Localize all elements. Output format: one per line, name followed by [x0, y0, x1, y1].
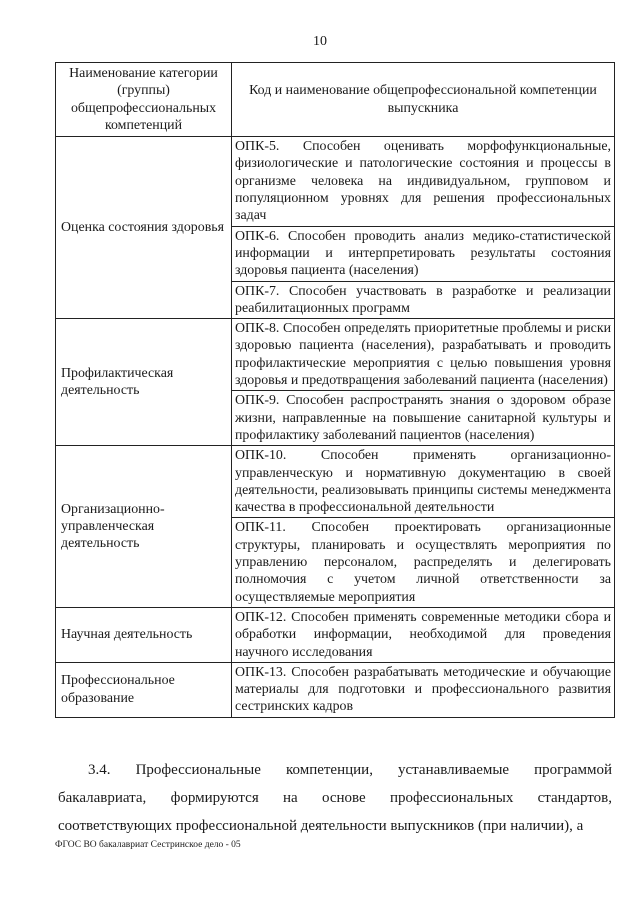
competence-cell: ОПК-10. Способен применять организационно-управленческую и нормативную документацию в своей деятельности, реализовывать принципы системы менеджмента качества в профессиональной деятельности — [232, 446, 615, 518]
competence-cell: ОПК-11. Способен проектировать организационные структуры, планировать и осуществлять мероприятия по управлению персоналом, распределять и делегировать полномочия с учетом личной ответственности за осуществляемые мероприятия — [232, 518, 615, 607]
header-competence: Код и наименование общепрофессиональной компетенции выпускника — [232, 63, 615, 137]
table-row — [56, 319, 615, 391]
table-header-row — [56, 63, 615, 137]
category-cell — [56, 137, 232, 319]
competence-cell: ОПК-13. Способен разрабатывать методические и обучающие материалы для подготовки и профессионального развития сестринских кадров — [232, 662, 615, 717]
table-row — [56, 137, 615, 226]
footer-note: ФГОС ВО бакалавриат Сестринское дело - 05 — [55, 840, 241, 850]
category-cell — [56, 319, 232, 446]
category-label: Научная деятельность — [61, 627, 193, 643]
competence-cell: ОПК-8. Способен определять приоритетные проблемы и риски здоровью пациента (населения), разрабатывать и проводить профилактические мероприятия с целью повышения уровня здоровья и предотвращения заболеваний пациента (населения) — [232, 319, 615, 391]
competence-cell: ОПК-12. Способен применять современные методики сбора и обработки информации, необходимой для проведения научного исследования — [232, 607, 615, 662]
category-cell — [56, 607, 232, 662]
body-paragraph: 3.4. Профессиональные компетенции, устанавливаемые программой бакалавриата, формируются на основе профессиональных стандартов, соответствующих профессиональной деятельности выпускников (при наличии), а — [58, 762, 612, 834]
table-row — [56, 607, 615, 662]
category-label: Организационно-управленческая деятельность — [61, 501, 165, 552]
table-row — [56, 446, 615, 518]
competence-cell: ОПК-9. Способен распространять знания о здоровом образе жизни, направленные на повышение санитарной культуры и профилактику заболеваний пациентов (населения) — [232, 391, 615, 446]
table-row — [56, 662, 615, 717]
competence-cell: ОПК-7. Способен участвовать в разработке и реализации реабилитационных программ — [232, 281, 615, 319]
competence-cell: ОПК-6. Способен проводить анализ медико-статистической информации и интерпретировать результаты состояния здоровья пациента (населения) — [232, 226, 615, 281]
competences-table — [55, 62, 615, 718]
page-number: 10 — [313, 34, 327, 49]
category-label: Оценка состояния здоровья — [61, 220, 224, 236]
category-cell — [56, 446, 232, 608]
competence-cell: ОПК-5. Способен оценивать морфофункциональные, физиологические и патологические состояния и процессы в организме человека на индивидуальном, групповом и популяционном уровнях для решения профессиональных задач — [232, 137, 615, 226]
category-label: Профилактическая деятельность — [61, 365, 174, 399]
category-label: Профессиональное образование — [61, 673, 175, 706]
header-category: Наименование категории (группы) общепрофессиональных компетенций — [56, 63, 232, 137]
category-cell — [56, 662, 232, 717]
